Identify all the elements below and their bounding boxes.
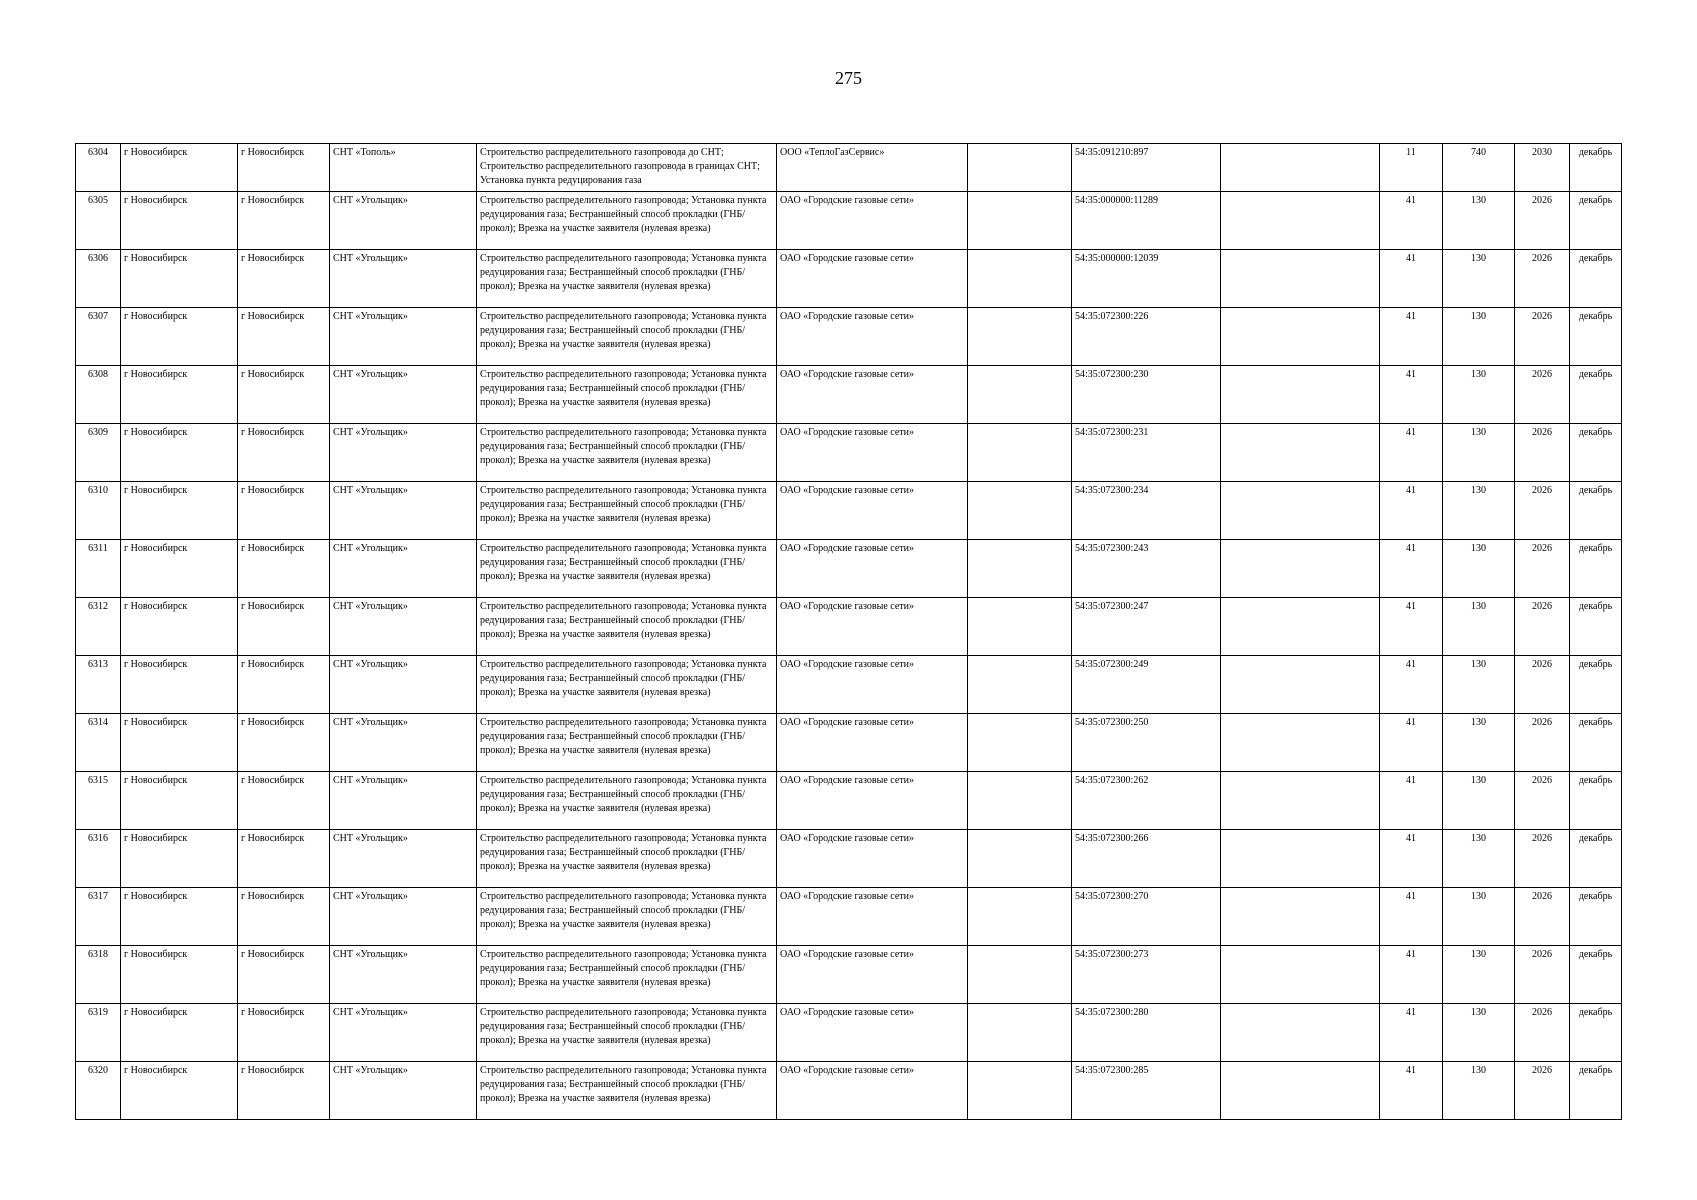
cell-object: СНТ «Угольщик» <box>330 946 477 1004</box>
cell-empty-7 <box>968 946 1072 1004</box>
cell-empty-9 <box>1221 250 1380 308</box>
cell-empty-9 <box>1221 482 1380 540</box>
cell-empty-9 <box>1221 192 1380 250</box>
cell-settlement: г Новосибирск <box>238 830 330 888</box>
cell-object: СНТ «Угольщик» <box>330 714 477 772</box>
cell-works: Строительство распределительного газопровода до СНТ; Строительство распределительного газопровода в границах СНТ; Установка пункта редуцирования газа <box>477 144 777 192</box>
cell-year: 2026 <box>1515 1062 1570 1120</box>
cell-cadastral-number: 54:35:091210:897 <box>1072 144 1221 192</box>
cell-number: 6307 <box>76 308 121 366</box>
cell-empty-7 <box>968 308 1072 366</box>
cell-empty-7 <box>968 1004 1072 1062</box>
cell-value-2: 130 <box>1443 888 1515 946</box>
table-row <box>76 366 1622 424</box>
cell-cadastral-number: 54:35:072300:243 <box>1072 540 1221 598</box>
cell-value-2: 130 <box>1443 540 1515 598</box>
cell-object: СНТ «Угольщик» <box>330 308 477 366</box>
cell-empty-7 <box>968 772 1072 830</box>
cell-empty-7 <box>968 424 1072 482</box>
cell-cadastral-number: 54:35:072300:247 <box>1072 598 1221 656</box>
cell-district: г Новосибирск <box>121 1062 238 1120</box>
table-row <box>76 192 1622 250</box>
cell-settlement: г Новосибирск <box>238 772 330 830</box>
cell-month: декабрь <box>1570 772 1622 830</box>
cell-empty-9 <box>1221 830 1380 888</box>
cell-operator: ОАО «Городские газовые сети» <box>777 946 968 1004</box>
table-row <box>76 424 1622 482</box>
cell-district: г Новосибирск <box>121 888 238 946</box>
cell-object: СНТ «Угольщик» <box>330 424 477 482</box>
cell-month: декабрь <box>1570 424 1622 482</box>
table-row <box>76 144 1622 192</box>
cell-empty-9 <box>1221 1062 1380 1120</box>
cell-value-1: 41 <box>1380 424 1443 482</box>
cell-works: Строительство распределительного газопровода; Установка пункта редуцирования газа; Бестраншейный способ прокладки (ГНБ/прокол); Врезка на участке заявителя (нулевая врезка) <box>477 540 777 598</box>
table-row <box>76 482 1622 540</box>
cell-district: г Новосибирск <box>121 656 238 714</box>
cell-value-2: 130 <box>1443 192 1515 250</box>
cell-cadastral-number: 54:35:072300:270 <box>1072 888 1221 946</box>
page-number: 275 <box>835 68 862 88</box>
cell-object: СНТ «Угольщик» <box>330 772 477 830</box>
cell-empty-7 <box>968 830 1072 888</box>
cell-object: СНТ «Угольщик» <box>330 830 477 888</box>
cell-empty-7 <box>968 366 1072 424</box>
cell-year: 2026 <box>1515 250 1570 308</box>
cell-value-2: 740 <box>1443 144 1515 192</box>
table-body <box>76 144 1622 1120</box>
cell-empty-9 <box>1221 1004 1380 1062</box>
cell-district: г Новосибирск <box>121 192 238 250</box>
cell-operator: ОАО «Городские газовые сети» <box>777 772 968 830</box>
cell-empty-7 <box>968 144 1072 192</box>
cell-cadastral-number: 54:35:000000:11289 <box>1072 192 1221 250</box>
cell-value-1: 41 <box>1380 540 1443 598</box>
table-row <box>76 1062 1622 1120</box>
cell-value-2: 130 <box>1443 830 1515 888</box>
cell-object: СНТ «Угольщик» <box>330 482 477 540</box>
cell-empty-9 <box>1221 772 1380 830</box>
cell-works: Строительство распределительного газопровода; Установка пункта редуцирования газа; Бестраншейный способ прокладки (ГНБ/прокол); Врезка на участке заявителя (нулевая врезка) <box>477 308 777 366</box>
cell-value-2: 130 <box>1443 366 1515 424</box>
cell-district: г Новосибирск <box>121 1004 238 1062</box>
cell-value-1: 11 <box>1380 144 1443 192</box>
cell-settlement: г Новосибирск <box>238 482 330 540</box>
cell-year: 2026 <box>1515 656 1570 714</box>
cell-number: 6310 <box>76 482 121 540</box>
cell-number: 6316 <box>76 830 121 888</box>
cell-value-1: 41 <box>1380 714 1443 772</box>
cell-value-2: 130 <box>1443 772 1515 830</box>
cell-works: Строительство распределительного газопровода; Установка пункта редуцирования газа; Бестраншейный способ прокладки (ГНБ/прокол); Врезка на участке заявителя (нулевая врезка) <box>477 772 777 830</box>
cell-district: г Новосибирск <box>121 830 238 888</box>
table-row <box>76 714 1622 772</box>
cell-year: 2026 <box>1515 366 1570 424</box>
cell-value-2: 130 <box>1443 1004 1515 1062</box>
cell-year: 2026 <box>1515 888 1570 946</box>
cell-month: декабрь <box>1570 656 1622 714</box>
cell-object: СНТ «Угольщик» <box>330 598 477 656</box>
cell-works: Строительство распределительного газопровода; Установка пункта редуцирования газа; Бестраншейный способ прокладки (ГНБ/прокол); Врезка на участке заявителя (нулевая врезка) <box>477 656 777 714</box>
cell-cadastral-number: 54:35:072300:234 <box>1072 482 1221 540</box>
cell-district: г Новосибирск <box>121 366 238 424</box>
cell-cadastral-number: 54:35:072300:266 <box>1072 830 1221 888</box>
cell-number: 6317 <box>76 888 121 946</box>
cell-year: 2026 <box>1515 598 1570 656</box>
cell-value-1: 41 <box>1380 656 1443 714</box>
cell-empty-9 <box>1221 946 1380 1004</box>
cell-empty-7 <box>968 1062 1072 1120</box>
cell-value-2: 130 <box>1443 250 1515 308</box>
cell-number: 6305 <box>76 192 121 250</box>
cell-year: 2030 <box>1515 144 1570 192</box>
cell-value-1: 41 <box>1380 1062 1443 1120</box>
cell-value-1: 41 <box>1380 946 1443 1004</box>
cell-settlement: г Новосибирск <box>238 946 330 1004</box>
cell-value-1: 41 <box>1380 192 1443 250</box>
table-row <box>76 308 1622 366</box>
cell-works: Строительство распределительного газопровода; Установка пункта редуцирования газа; Бестраншейный способ прокладки (ГНБ/прокол); Врезка на участке заявителя (нулевая врезка) <box>477 1004 777 1062</box>
cell-year: 2026 <box>1515 308 1570 366</box>
cell-value-2: 130 <box>1443 656 1515 714</box>
cell-month: декабрь <box>1570 714 1622 772</box>
cell-value-2: 130 <box>1443 714 1515 772</box>
cell-operator: ОАО «Городские газовые сети» <box>777 598 968 656</box>
table-row <box>76 830 1622 888</box>
cell-district: г Новосибирск <box>121 598 238 656</box>
cell-value-2: 130 <box>1443 946 1515 1004</box>
cell-settlement: г Новосибирск <box>238 1062 330 1120</box>
cell-empty-7 <box>968 888 1072 946</box>
cell-value-1: 41 <box>1380 888 1443 946</box>
cell-settlement: г Новосибирск <box>238 366 330 424</box>
cell-works: Строительство распределительного газопровода; Установка пункта редуцирования газа; Бестраншейный способ прокладки (ГНБ/прокол); Врезка на участке заявителя (нулевая врезка) <box>477 424 777 482</box>
cell-operator: ОАО «Городские газовые сети» <box>777 540 968 598</box>
cell-value-1: 41 <box>1380 250 1443 308</box>
cell-empty-7 <box>968 482 1072 540</box>
cell-number: 6315 <box>76 772 121 830</box>
cell-settlement: г Новосибирск <box>238 656 330 714</box>
cell-empty-9 <box>1221 144 1380 192</box>
cell-works: Строительство распределительного газопровода; Установка пункта редуцирования газа; Бестраншейный способ прокладки (ГНБ/прокол); Врезка на участке заявителя (нулевая врезка) <box>477 192 777 250</box>
cell-object: СНТ «Угольщик» <box>330 192 477 250</box>
cell-number: 6312 <box>76 598 121 656</box>
cell-works: Строительство распределительного газопровода; Установка пункта редуцирования газа; Бестраншейный способ прокладки (ГНБ/прокол); Врезка на участке заявителя (нулевая врезка) <box>477 830 777 888</box>
cell-empty-9 <box>1221 888 1380 946</box>
cell-month: декабрь <box>1570 598 1622 656</box>
cell-month: декабрь <box>1570 144 1622 192</box>
cell-district: г Новосибирск <box>121 714 238 772</box>
table-row <box>76 1004 1622 1062</box>
cell-month: декабрь <box>1570 1062 1622 1120</box>
cell-empty-7 <box>968 598 1072 656</box>
cell-month: декабрь <box>1570 830 1622 888</box>
cell-value-1: 41 <box>1380 308 1443 366</box>
cell-district: г Новосибирск <box>121 144 238 192</box>
cell-cadastral-number: 54:35:072300:262 <box>1072 772 1221 830</box>
cell-operator: ОАО «Городские газовые сети» <box>777 482 968 540</box>
cell-empty-7 <box>968 540 1072 598</box>
cell-number: 6304 <box>76 144 121 192</box>
cell-district: г Новосибирск <box>121 946 238 1004</box>
cell-settlement: г Новосибирск <box>238 250 330 308</box>
cell-value-1: 41 <box>1380 366 1443 424</box>
cell-district: г Новосибирск <box>121 540 238 598</box>
cell-number: 6309 <box>76 424 121 482</box>
cell-cadastral-number: 54:35:072300:226 <box>1072 308 1221 366</box>
cell-empty-7 <box>968 250 1072 308</box>
cell-empty-9 <box>1221 540 1380 598</box>
cell-number: 6311 <box>76 540 121 598</box>
table-row <box>76 772 1622 830</box>
cell-month: декабрь <box>1570 308 1622 366</box>
cell-object: СНТ «Угольщик» <box>330 888 477 946</box>
table-row <box>76 946 1622 1004</box>
cell-settlement: г Новосибирск <box>238 192 330 250</box>
cell-value-1: 41 <box>1380 598 1443 656</box>
cell-object: СНТ «Угольщик» <box>330 656 477 714</box>
cell-empty-9 <box>1221 424 1380 482</box>
cell-value-1: 41 <box>1380 1004 1443 1062</box>
cell-year: 2026 <box>1515 772 1570 830</box>
cell-number: 6319 <box>76 1004 121 1062</box>
cell-operator: ОАО «Городские газовые сети» <box>777 830 968 888</box>
cell-value-2: 130 <box>1443 308 1515 366</box>
gasification-table <box>75 143 1622 1120</box>
cell-number: 6306 <box>76 250 121 308</box>
cell-settlement: г Новосибирск <box>238 888 330 946</box>
cell-empty-7 <box>968 192 1072 250</box>
cell-operator: ОАО «Городские газовые сети» <box>777 192 968 250</box>
cell-month: декабрь <box>1570 1004 1622 1062</box>
cell-operator: ОАО «Городские газовые сети» <box>777 366 968 424</box>
cell-month: декабрь <box>1570 946 1622 1004</box>
cell-year: 2026 <box>1515 830 1570 888</box>
table-row <box>76 656 1622 714</box>
cell-operator: ОАО «Городские газовые сети» <box>777 1004 968 1062</box>
cell-value-2: 130 <box>1443 424 1515 482</box>
cell-district: г Новосибирск <box>121 424 238 482</box>
cell-operator: ОАО «Городские газовые сети» <box>777 250 968 308</box>
cell-works: Строительство распределительного газопровода; Установка пункта редуцирования газа; Бестраншейный способ прокладки (ГНБ/прокол); Врезка на участке заявителя (нулевая врезка) <box>477 888 777 946</box>
cell-object: СНТ «Тополь» <box>330 144 477 192</box>
cell-empty-9 <box>1221 366 1380 424</box>
cell-number: 6318 <box>76 946 121 1004</box>
cell-cadastral-number: 54:35:072300:285 <box>1072 1062 1221 1120</box>
cell-number: 6308 <box>76 366 121 424</box>
cell-settlement: г Новосибирск <box>238 714 330 772</box>
cell-year: 2026 <box>1515 482 1570 540</box>
cell-year: 2026 <box>1515 540 1570 598</box>
cell-year: 2026 <box>1515 192 1570 250</box>
cell-empty-9 <box>1221 308 1380 366</box>
cell-works: Строительство распределительного газопровода; Установка пункта редуцирования газа; Бестраншейный способ прокладки (ГНБ/прокол); Врезка на участке заявителя (нулевая врезка) <box>477 482 777 540</box>
cell-value-1: 41 <box>1380 482 1443 540</box>
cell-object: СНТ «Угольщик» <box>330 1004 477 1062</box>
cell-object: СНТ «Угольщик» <box>330 540 477 598</box>
cell-cadastral-number: 54:35:072300:273 <box>1072 946 1221 1004</box>
cell-year: 2026 <box>1515 946 1570 1004</box>
cell-empty-7 <box>968 714 1072 772</box>
cell-month: декабрь <box>1570 540 1622 598</box>
cell-district: г Новосибирск <box>121 482 238 540</box>
table-row <box>76 250 1622 308</box>
cell-settlement: г Новосибирск <box>238 308 330 366</box>
table-row <box>76 540 1622 598</box>
cell-cadastral-number: 54:35:072300:230 <box>1072 366 1221 424</box>
cell-year: 2026 <box>1515 714 1570 772</box>
cell-operator: ОАО «Городские газовые сети» <box>777 424 968 482</box>
cell-district: г Новосибирск <box>121 772 238 830</box>
cell-number: 6320 <box>76 1062 121 1120</box>
cell-district: г Новосибирск <box>121 250 238 308</box>
cell-cadastral-number: 54:35:000000:12039 <box>1072 250 1221 308</box>
cell-year: 2026 <box>1515 424 1570 482</box>
cell-operator: ОАО «Городские газовые сети» <box>777 888 968 946</box>
table-row <box>76 598 1622 656</box>
cell-value-2: 130 <box>1443 482 1515 540</box>
cell-cadastral-number: 54:35:072300:280 <box>1072 1004 1221 1062</box>
cell-value-1: 41 <box>1380 772 1443 830</box>
cell-operator: ОАО «Городские газовые сети» <box>777 656 968 714</box>
cell-value-2: 130 <box>1443 1062 1515 1120</box>
table-row <box>76 888 1622 946</box>
cell-works: Строительство распределительного газопровода; Установка пункта редуцирования газа; Бестраншейный способ прокладки (ГНБ/прокол); Врезка на участке заявителя (нулевая врезка) <box>477 250 777 308</box>
cell-district: г Новосибирск <box>121 308 238 366</box>
cell-empty-9 <box>1221 714 1380 772</box>
cell-value-1: 41 <box>1380 830 1443 888</box>
cell-object: СНТ «Угольщик» <box>330 1062 477 1120</box>
cell-empty-7 <box>968 656 1072 714</box>
cell-operator: ОАО «Городские газовые сети» <box>777 308 968 366</box>
cell-works: Строительство распределительного газопровода; Установка пункта редуцирования газа; Бестраншейный способ прокладки (ГНБ/прокол); Врезка на участке заявителя (нулевая врезка) <box>477 946 777 1004</box>
cell-settlement: г Новосибирск <box>238 540 330 598</box>
cell-number: 6313 <box>76 656 121 714</box>
cell-settlement: г Новосибирск <box>238 424 330 482</box>
cell-empty-9 <box>1221 656 1380 714</box>
cell-operator: ОАО «Городские газовые сети» <box>777 1062 968 1120</box>
cell-settlement: г Новосибирск <box>238 1004 330 1062</box>
cell-month: декабрь <box>1570 482 1622 540</box>
cell-works: Строительство распределительного газопровода; Установка пункта редуцирования газа; Бестраншейный способ прокладки (ГНБ/прокол); Врезка на участке заявителя (нулевая врезка) <box>477 366 777 424</box>
cell-number: 6314 <box>76 714 121 772</box>
cell-works: Строительство распределительного газопровода; Установка пункта редуцирования газа; Бестраншейный способ прокладки (ГНБ/прокол); Врезка на участке заявителя (нулевая врезка) <box>477 714 777 772</box>
cell-object: СНТ «Угольщик» <box>330 366 477 424</box>
cell-value-2: 130 <box>1443 598 1515 656</box>
cell-works: Строительство распределительного газопровода; Установка пункта редуцирования газа; Бестраншейный способ прокладки (ГНБ/прокол); Врезка на участке заявителя (нулевая врезка) <box>477 1062 777 1120</box>
cell-month: декабрь <box>1570 250 1622 308</box>
cell-cadastral-number: 54:35:072300:250 <box>1072 714 1221 772</box>
cell-empty-9 <box>1221 598 1380 656</box>
cell-year: 2026 <box>1515 1004 1570 1062</box>
cell-month: декабрь <box>1570 888 1622 946</box>
cell-object: СНТ «Угольщик» <box>330 250 477 308</box>
cell-cadastral-number: 54:35:072300:249 <box>1072 656 1221 714</box>
cell-month: декабрь <box>1570 366 1622 424</box>
cell-settlement: г Новосибирск <box>238 598 330 656</box>
cell-works: Строительство распределительного газопровода; Установка пункта редуцирования газа; Бестраншейный способ прокладки (ГНБ/прокол); Врезка на участке заявителя (нулевая врезка) <box>477 598 777 656</box>
cell-operator: ОАО «Городские газовые сети» <box>777 714 968 772</box>
cell-cadastral-number: 54:35:072300:231 <box>1072 424 1221 482</box>
cell-operator: ООО «ТеплоГазСервис» <box>777 144 968 192</box>
cell-settlement: г Новосибирск <box>238 144 330 192</box>
cell-month: декабрь <box>1570 192 1622 250</box>
